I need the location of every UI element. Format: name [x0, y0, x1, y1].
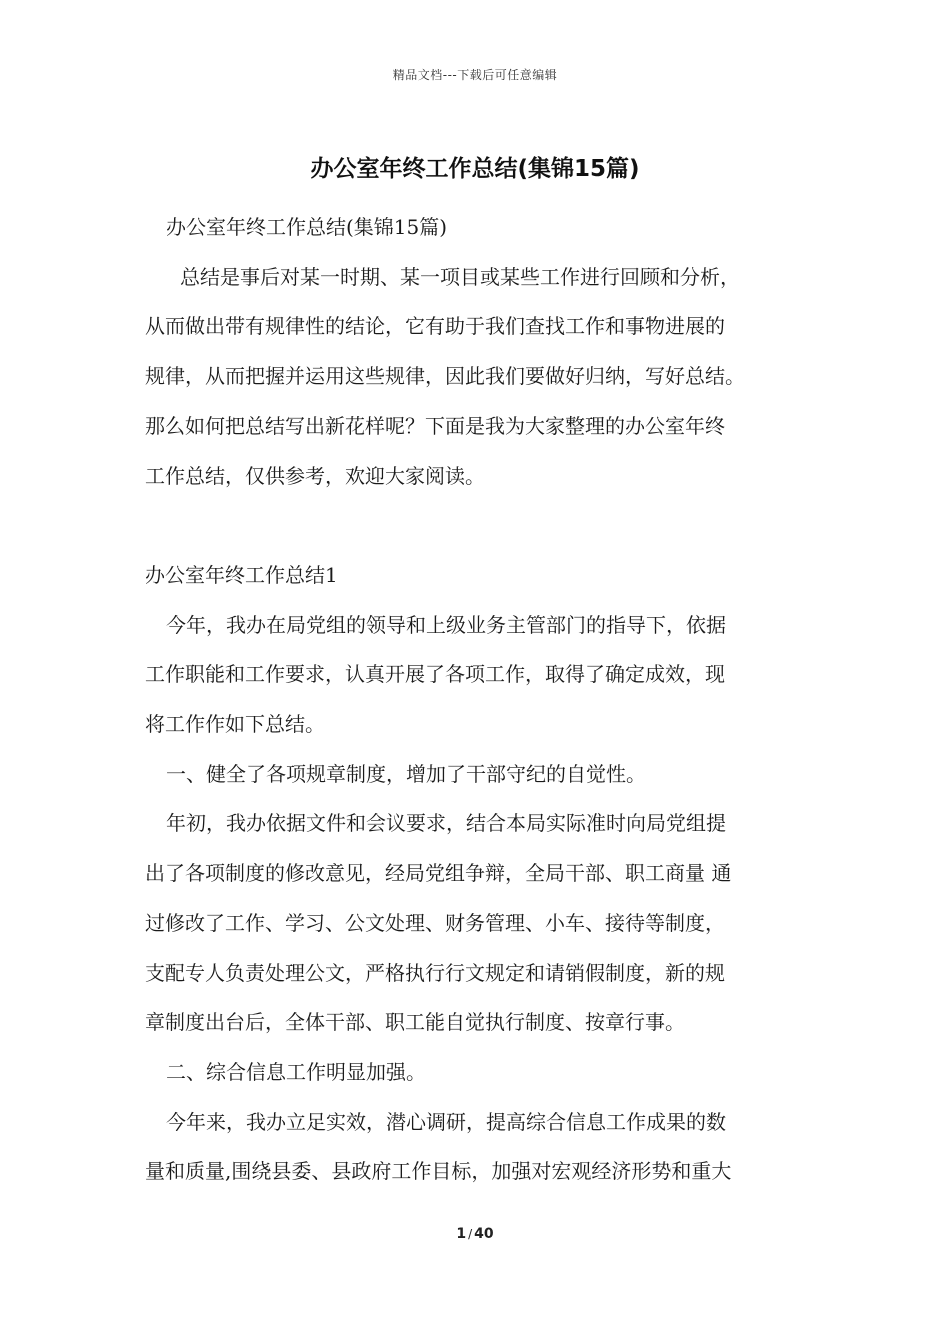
intro-paragraph: [145, 253, 820, 502]
body-line: 将工作作如下总结。: [145, 712, 325, 737]
body-line: 量和质量,围绕县委、县政府工作目标，加强对宏观经济形势和重大: [145, 1159, 732, 1184]
body-line: 年初，我办依据文件和会议要求，结合本局实际准时向局党组提: [166, 811, 726, 836]
page-separator: /: [468, 1227, 473, 1241]
body-line: 支配专人负责处理公文，严格执行行文规定和请销假制度，新的规: [145, 960, 725, 985]
header-note: 精品文档---下载后可任意编辑: [392, 68, 558, 82]
page-number: [0, 1226, 950, 1242]
body-line: 过修改了工作、学习、公文处理、财务管理、小车、接待等制度，: [145, 910, 725, 935]
intro-line: 从而做出带有规律性的结论，它有助于我们查找工作和事物进展的: [145, 314, 725, 339]
body-paragraph: [145, 799, 820, 1048]
page-total: 40: [474, 1226, 494, 1242]
section-heading: 办公室年终工作总结1: [145, 562, 338, 587]
body-line: 今年来，我办立足实效，潜心调研，提高综合信息工作成果的数: [166, 1109, 726, 1134]
intro-line: 那么如何把总结写出新花样呢？下面是我为大家整理的办公室年终: [145, 413, 725, 438]
body-paragraph: [145, 601, 820, 750]
body-line: 出了各项制度的修改意见，经局党组争辩，全局干部、职工商量 通: [145, 861, 732, 886]
intro-line: 工作总结，仅供参考，欢迎大家阅读。: [145, 463, 485, 488]
document-title: 办公室年终工作总结(集锦15篇): [310, 156, 640, 182]
page-current: 1: [456, 1226, 467, 1242]
intro-line: 总结是事后对某一时期、某一项目或某些工作进行回顾和分析，: [180, 264, 740, 289]
body-line: 章制度出台后，全体干部、职工能自觉执行制度、按章行事。: [145, 1010, 685, 1035]
document-body: [145, 203, 820, 1197]
paragraph-gap: [145, 501, 820, 551]
intro-line: 规律，从而把握并运用这些规律，因此我们要做好归纳，写好总结。: [145, 364, 745, 389]
document-subtitle: 办公室年终工作总结(集锦15篇): [166, 215, 448, 239]
point-heading: 一、健全了各项规章制度，增加了干部守纪的自觉性。: [166, 761, 646, 786]
body-line: 工作职能和工作要求，认真开展了各项工作，取得了确定成效，现: [145, 662, 725, 687]
body-paragraph: [145, 1098, 820, 1197]
point-heading: 二、综合信息工作明显加强。: [166, 1059, 426, 1084]
body-line: 今年，我办在局党组的领导和上级业务主管部门的指导下，依据: [166, 612, 726, 637]
